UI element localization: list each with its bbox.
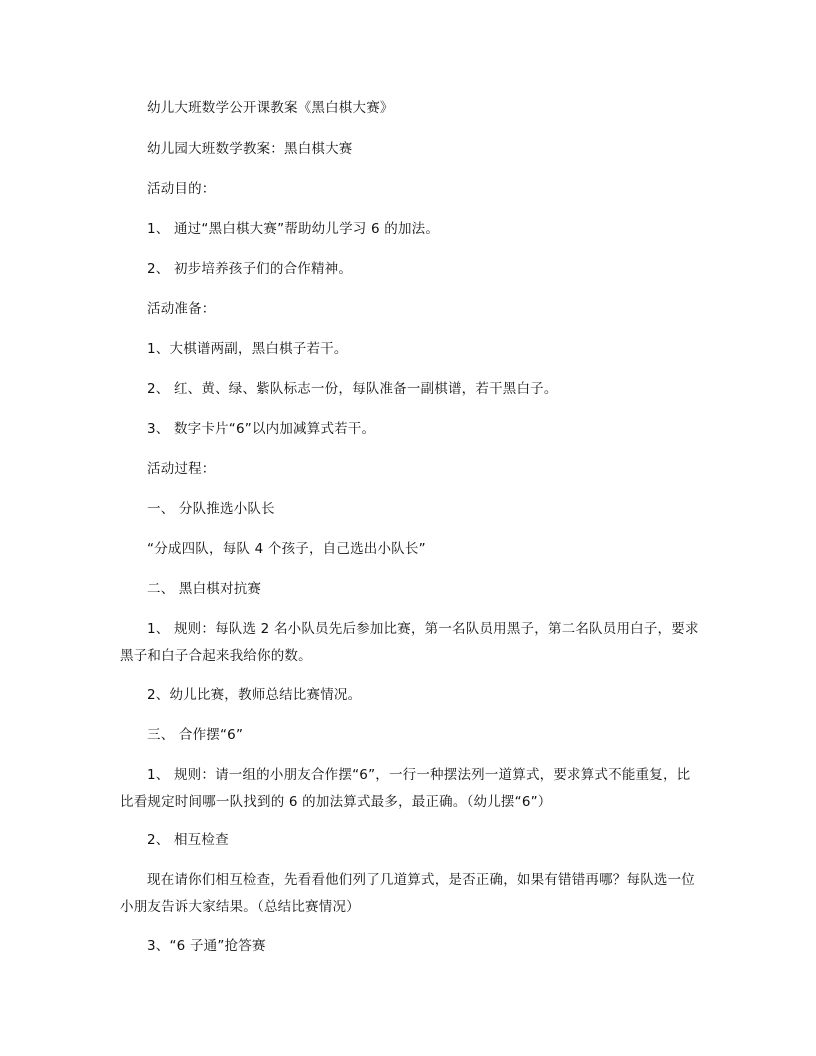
section-heading-process: 活动过程： xyxy=(147,461,216,477)
preparation-item-1: 1、大棋谱两副，黑白棋子若干。 xyxy=(147,341,348,357)
process-step-3-check: 2、 相互检查 xyxy=(147,832,229,848)
document-title: 幼儿大班数学公开课教案《黑白棋大赛》 xyxy=(147,100,394,116)
process-step-3-check-detail: 现在请你们相互检查，先看看他们列了几道算式，是否正确，如果有错错再哪？每队选一位小朋友告诉大家结果。（总结比赛情况） xyxy=(120,872,695,915)
process-step-1-detail: “分成四队，每队 4 个孩子，自己选出小队长” xyxy=(147,541,426,557)
process-step-3-quiz: 3、“6 子通”抢答赛 xyxy=(147,938,266,954)
goal-item-2: 2、 初步培养孩子们的合作精神。 xyxy=(147,261,353,277)
process-step-2-contest: 2、幼儿比赛，教师总结比赛情况。 xyxy=(147,687,362,703)
section-heading-goals: 活动目的： xyxy=(147,181,216,197)
process-step-3: 三、 合作摆“6” xyxy=(147,727,244,743)
process-step-2-rule: 1、 规则：每队选 2 名小队员先后参加比赛，第一名队员用黑子，第二名队员用白子，要求黑子和白子合起来我给你的数。 xyxy=(120,621,699,664)
process-step-3-rule: 1、 规则：请一组的小朋友合作摆“6”，一行一种摆法列一道算式，要求算式不能重复，比比看规定时间哪一队找到的 6 的加法算式最多，最正确。（幼儿摆“6”） xyxy=(120,767,691,810)
process-step-1: 一、 分队推选小队长 xyxy=(147,501,275,517)
preparation-item-2: 2、 红、黄、绿、紫队标志一份，每队准备一副棋谱，若干黑白子。 xyxy=(147,381,558,397)
process-step-2: 二、 黑白棋对抗赛 xyxy=(147,581,262,597)
section-heading-preparation: 活动准备： xyxy=(147,301,216,317)
goal-item-1: 1、 通过“黑白棋大赛”帮助幼儿学习 6 的加法。 xyxy=(147,221,440,237)
preparation-item-3: 3、 数字卡片“6”以内加减算式若干。 xyxy=(147,421,376,437)
document-subtitle: 幼儿园大班数学教案：黑白棋大赛 xyxy=(147,141,353,157)
